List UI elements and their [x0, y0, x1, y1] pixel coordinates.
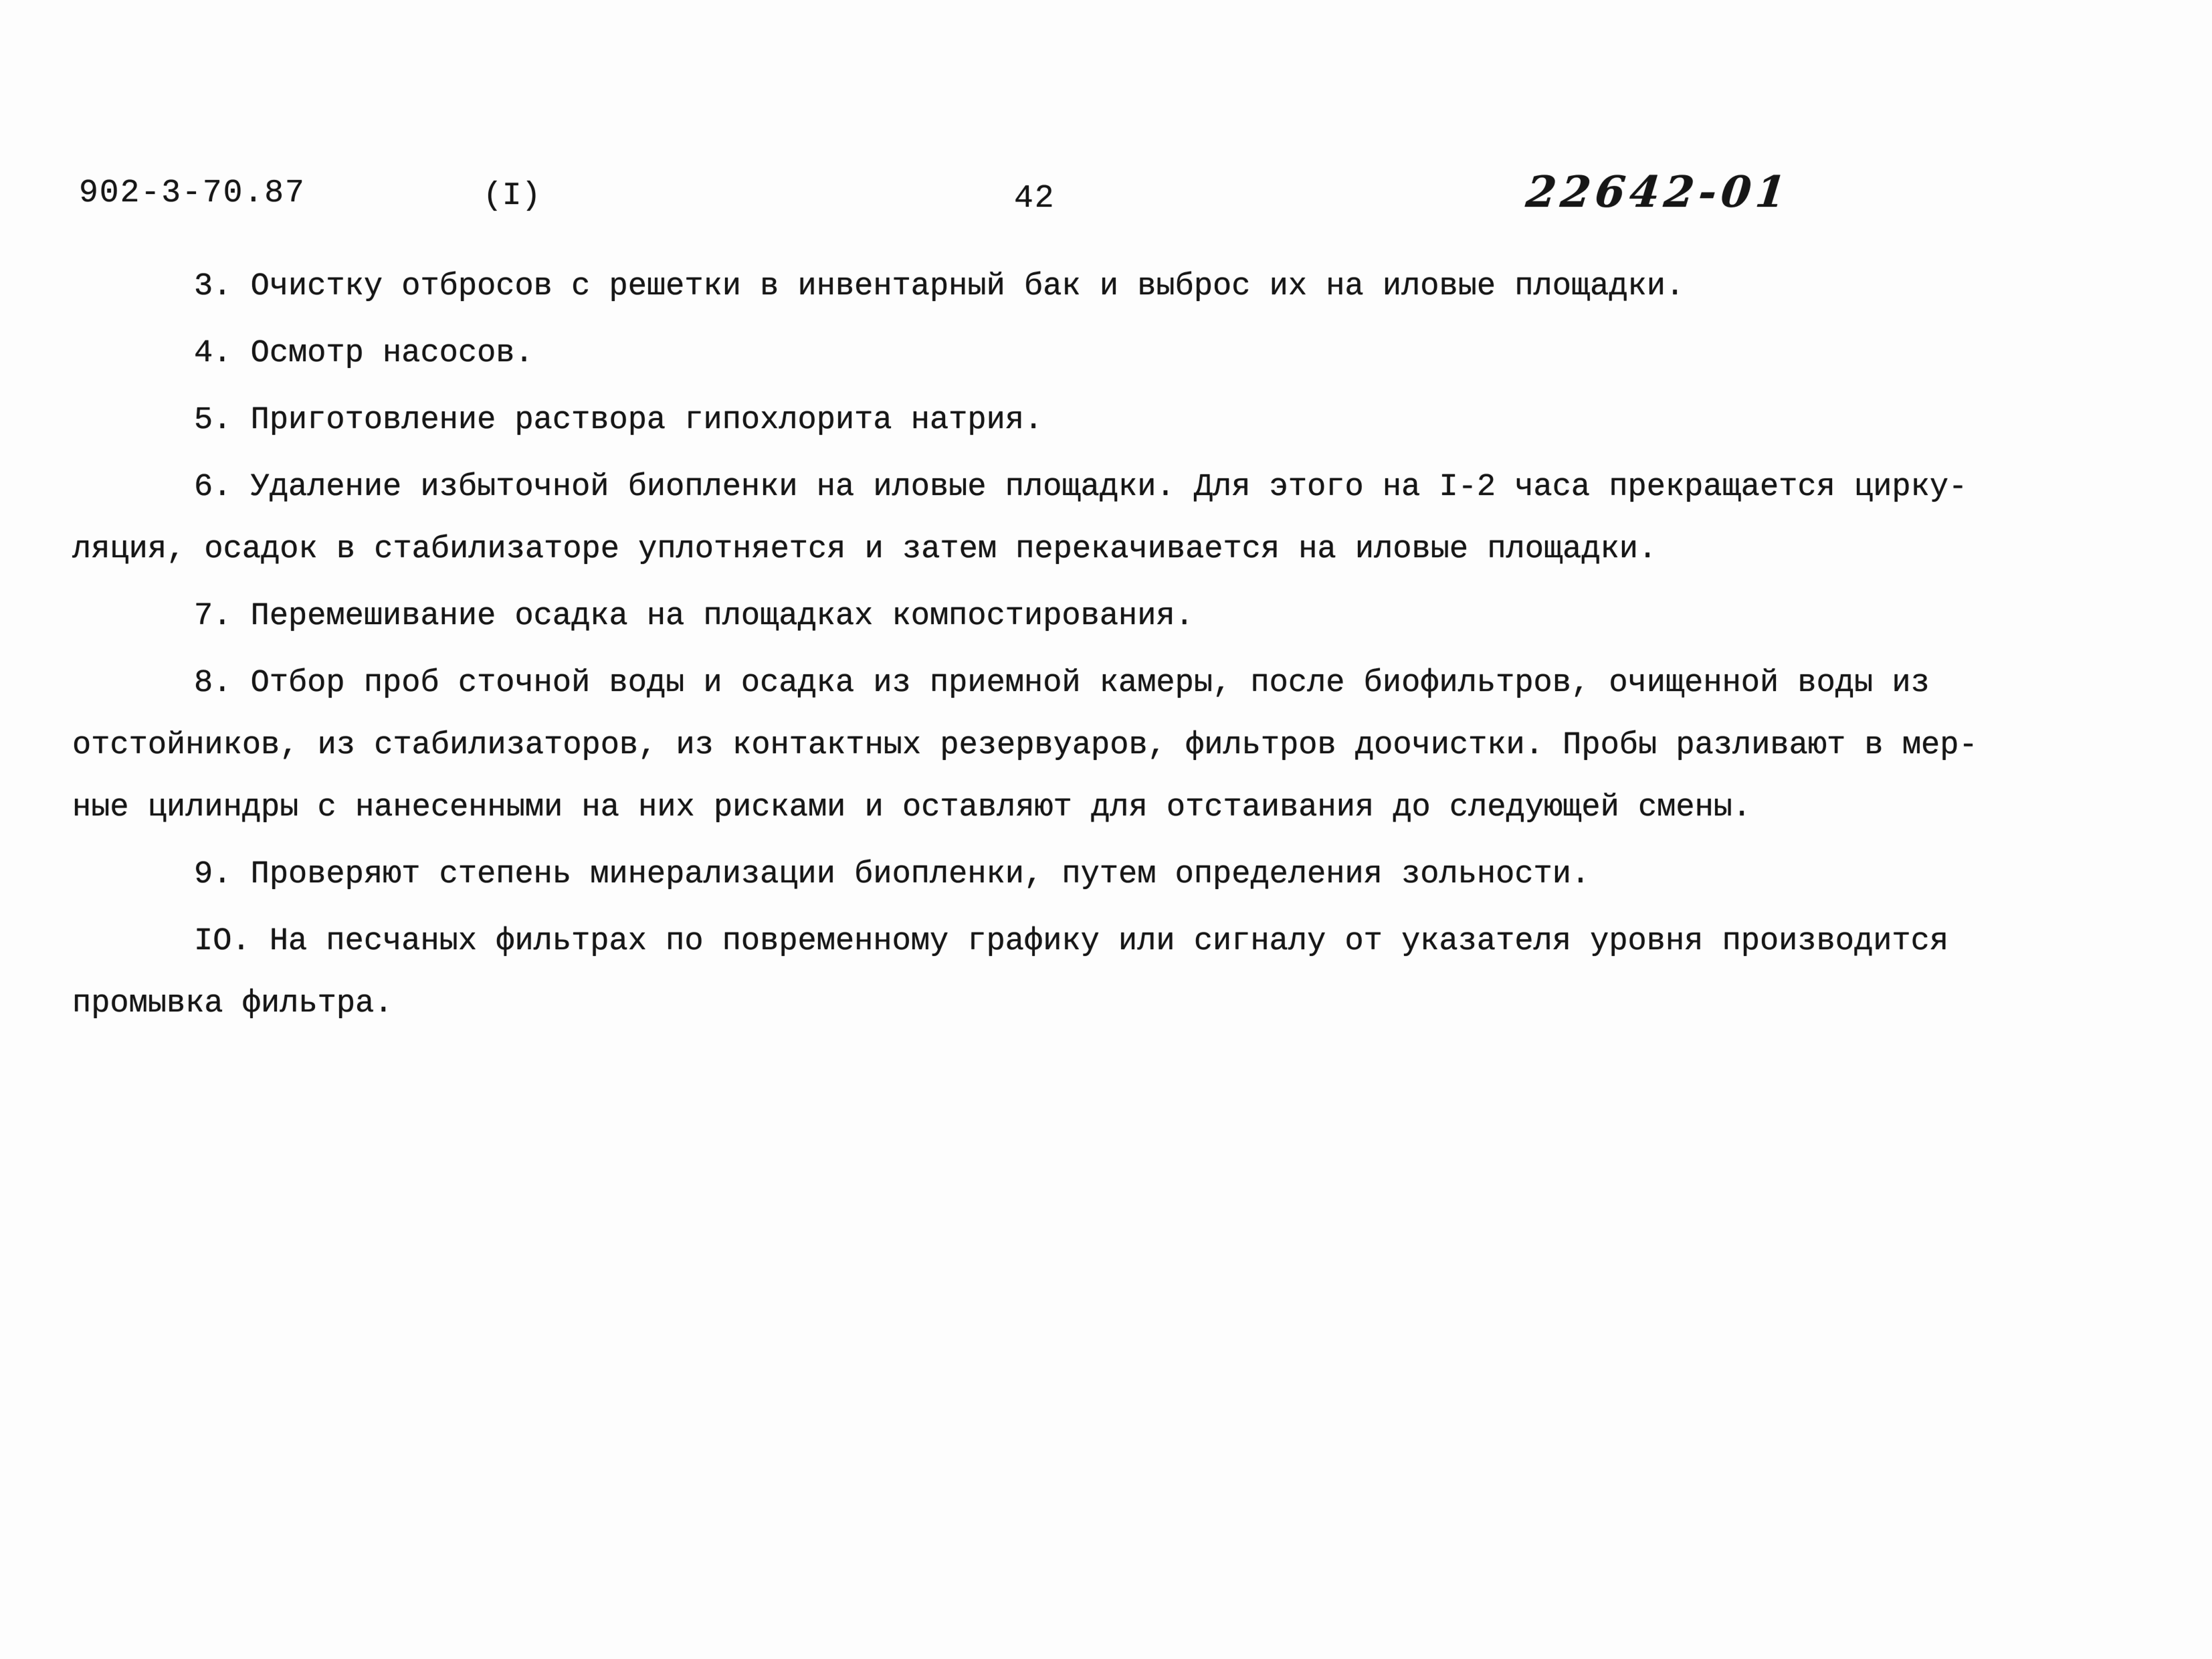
- paragraph-line: отстойников, из стабилизаторов, из контактных резервуаров, фильтров доочистки. Пробы разливают в мер-: [72, 728, 1978, 763]
- paragraph-line: IO. На песчаных фильтрах по повременному графику или сигналу от указателя уровня производится: [194, 924, 1949, 959]
- paragraph-line: 9. Проверяют степень минерализации биопленки, путем определения зольности.: [194, 857, 1591, 892]
- list-item-6: [72, 456, 2159, 581]
- paragraph-line: промывка фильтра.: [72, 986, 393, 1021]
- document-body: [72, 256, 2159, 1040]
- list-item-9: [72, 844, 2159, 906]
- paragraph-line: 8. Отбор проб сточной воды и осадка из приемной камеры, после биофильтров, очищенной воды из: [194, 666, 1930, 701]
- part-roman-numeral: (I): [483, 178, 541, 214]
- list-item-7: [72, 585, 2159, 648]
- list-item-10: [72, 910, 2159, 1035]
- list-item-3: [72, 256, 2159, 318]
- page-number: 42: [1014, 181, 1055, 217]
- list-item-5: [72, 389, 2159, 452]
- handwritten-inventory-code: 22642-01: [1524, 167, 1793, 217]
- document-number: 902-3-70.87: [79, 175, 306, 211]
- paragraph-line: 5. Приготовление раствора гипохлорита натрия.: [194, 403, 1043, 438]
- paragraph-line: 6. Удаление избыточной биопленки на иловые площадки. Для этого на I-2 часа прекращается цирку-: [194, 470, 1968, 505]
- paragraph-line: ляция, осадок в стабилизаторе уплотняется и затем перекачивается на иловые площадки.: [72, 532, 1657, 567]
- paragraph-line: 4. Осмотр насосов.: [194, 336, 534, 371]
- paragraph-line: 7. Перемешивание осадка на площадках компостирования.: [194, 599, 1194, 634]
- list-item-4: [72, 322, 2159, 385]
- paragraph-line: ные цилиндры с нанесенными на них рисками и оставляют для отстаивания до следующей смены.: [72, 790, 1752, 825]
- paragraph-line: 3. Очистку отбросов с решетки в инвентарный бак и выброс их на иловые площадки.: [194, 269, 1685, 304]
- list-item-8: [72, 652, 2159, 839]
